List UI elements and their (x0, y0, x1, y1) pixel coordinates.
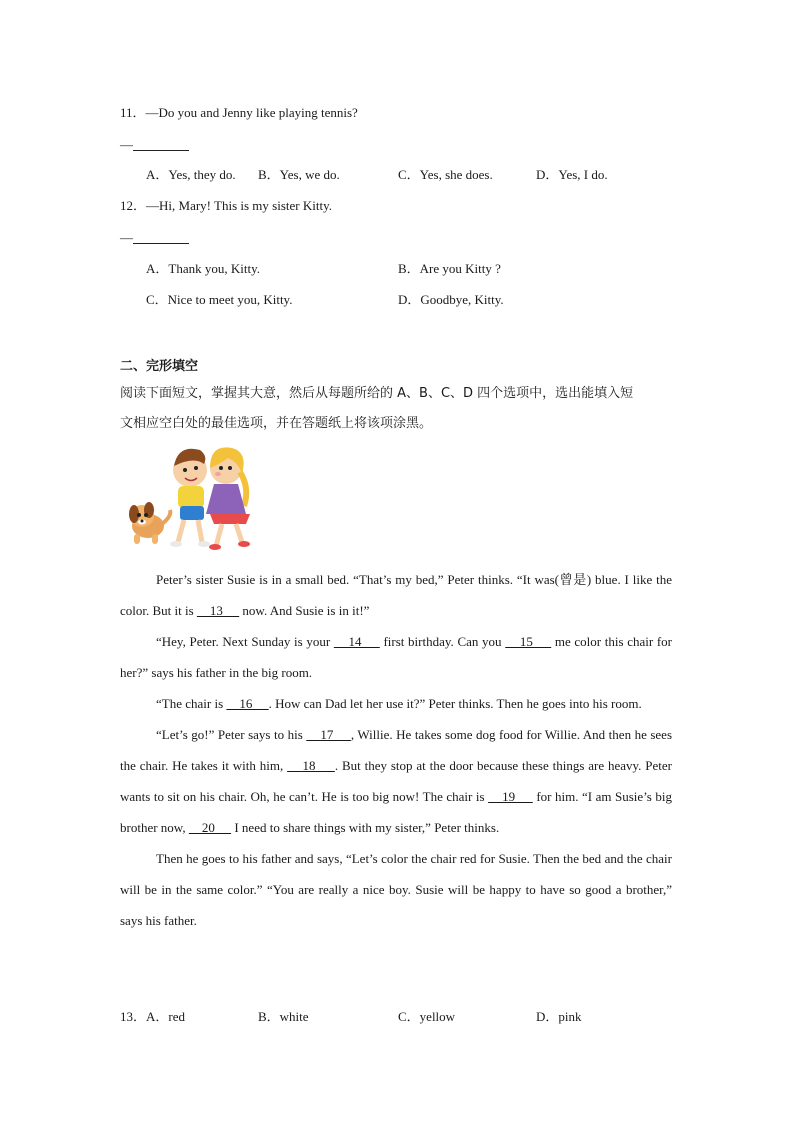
blank-18: 18 (287, 758, 335, 773)
passage-paragraph-4: “Let’s go!” Peter says to his 17 , Willie. He takes some dog food for Willie. And then he sees the chair. He takes it with him, 18 . But they stop at the door because these things are heavy. Peter wants to sit on his chair. Oh, he can’t. He is too big now! The chair is 19 for him. “I am Susie’s big brother now, 20 I need to share things with my sister,” Peter thinks. (120, 727, 673, 835)
question-number: 13． (120, 1009, 147, 1024)
q13-option-d: D．pink (536, 1009, 582, 1024)
question-text: —Do you and Jenny like playing tennis? (145, 105, 358, 120)
section-instruction-line-2: 文相应空白处的最佳选项，并在答题纸上将该项涂黑。 (120, 416, 433, 431)
q12-option-a: A．Thank you, Kitty. (146, 261, 260, 276)
question-11 (120, 104, 358, 122)
section-instruction-line-1: 阅读下面短文，掌握其大意，然后从每题所给的 A、B、C、D 四个选项中，选出能填入短 (120, 386, 634, 401)
question-12 (120, 197, 332, 215)
q13-option-a: A．red (146, 1009, 186, 1024)
q12-option-d: D．Goodbye, Kitty. (398, 292, 504, 307)
passage-paragraph-5: Then he goes to his father and says, “Let’s color the chair red for Susie. Then the bed and the chair will be in the same color.” “You are really a nice boy. Susie will be happy to have so good a brother,” says his father. (120, 851, 672, 928)
passage-paragraph-3: “The chair is 16 . How can Dad let her use it?” Peter thinks. Then he goes into his room. (156, 696, 642, 711)
blank-15: 15 (505, 634, 552, 649)
blank-19: 19 (488, 789, 533, 804)
blank-14: 14 (333, 634, 380, 649)
q13-option-c: C．yellow (398, 1009, 456, 1024)
children-and-dog-illustration (118, 438, 268, 563)
dog-icon (129, 502, 170, 544)
q12-option-c: C．Nice to meet you, Kitty. (146, 292, 293, 307)
passage-paragraph-1: Peter’s sister Susie is in a small bed. “That’s my bed,” Peter thinks. “It was(曾是) blue. I like the color. But it is 13 now. And Susie is in it!” (120, 572, 672, 618)
section-title: 二、完形填空 (120, 359, 199, 374)
blank-line (133, 229, 189, 244)
question-number: 11． (120, 105, 146, 120)
question-text: —Hi, Mary! This is my sister Kitty. (146, 198, 332, 213)
blank-20: 20 (188, 820, 232, 835)
question-number: 12． (120, 198, 147, 213)
blank-17: 17 (306, 727, 351, 742)
blank-13: 13 (196, 603, 240, 618)
blank-16: 16 (226, 696, 269, 711)
q11-option-c: C．Yes, she does. (398, 167, 493, 182)
blank-line (133, 136, 189, 151)
cloze-passage (120, 564, 672, 936)
q11-option-a: A．Yes, they do. (146, 167, 236, 182)
question-13 (120, 1008, 185, 1026)
answer-blank-11: — (120, 136, 189, 154)
q13-option-b: B．white (258, 1009, 309, 1024)
answer-blank-12: — (120, 229, 189, 247)
q11-option-b: B．Yes, we do. (258, 167, 340, 182)
q12-option-b: B．Are you Kitty ? (398, 261, 501, 276)
passage-paragraph-2: “Hey, Peter. Next Sunday is your 14 first birthday. Can you 15 me color this chair for her?” says his father in the big room. (120, 634, 673, 680)
boy-icon (170, 449, 210, 547)
girl-icon (206, 447, 250, 550)
q11-option-d: D．Yes, I do. (536, 167, 608, 182)
